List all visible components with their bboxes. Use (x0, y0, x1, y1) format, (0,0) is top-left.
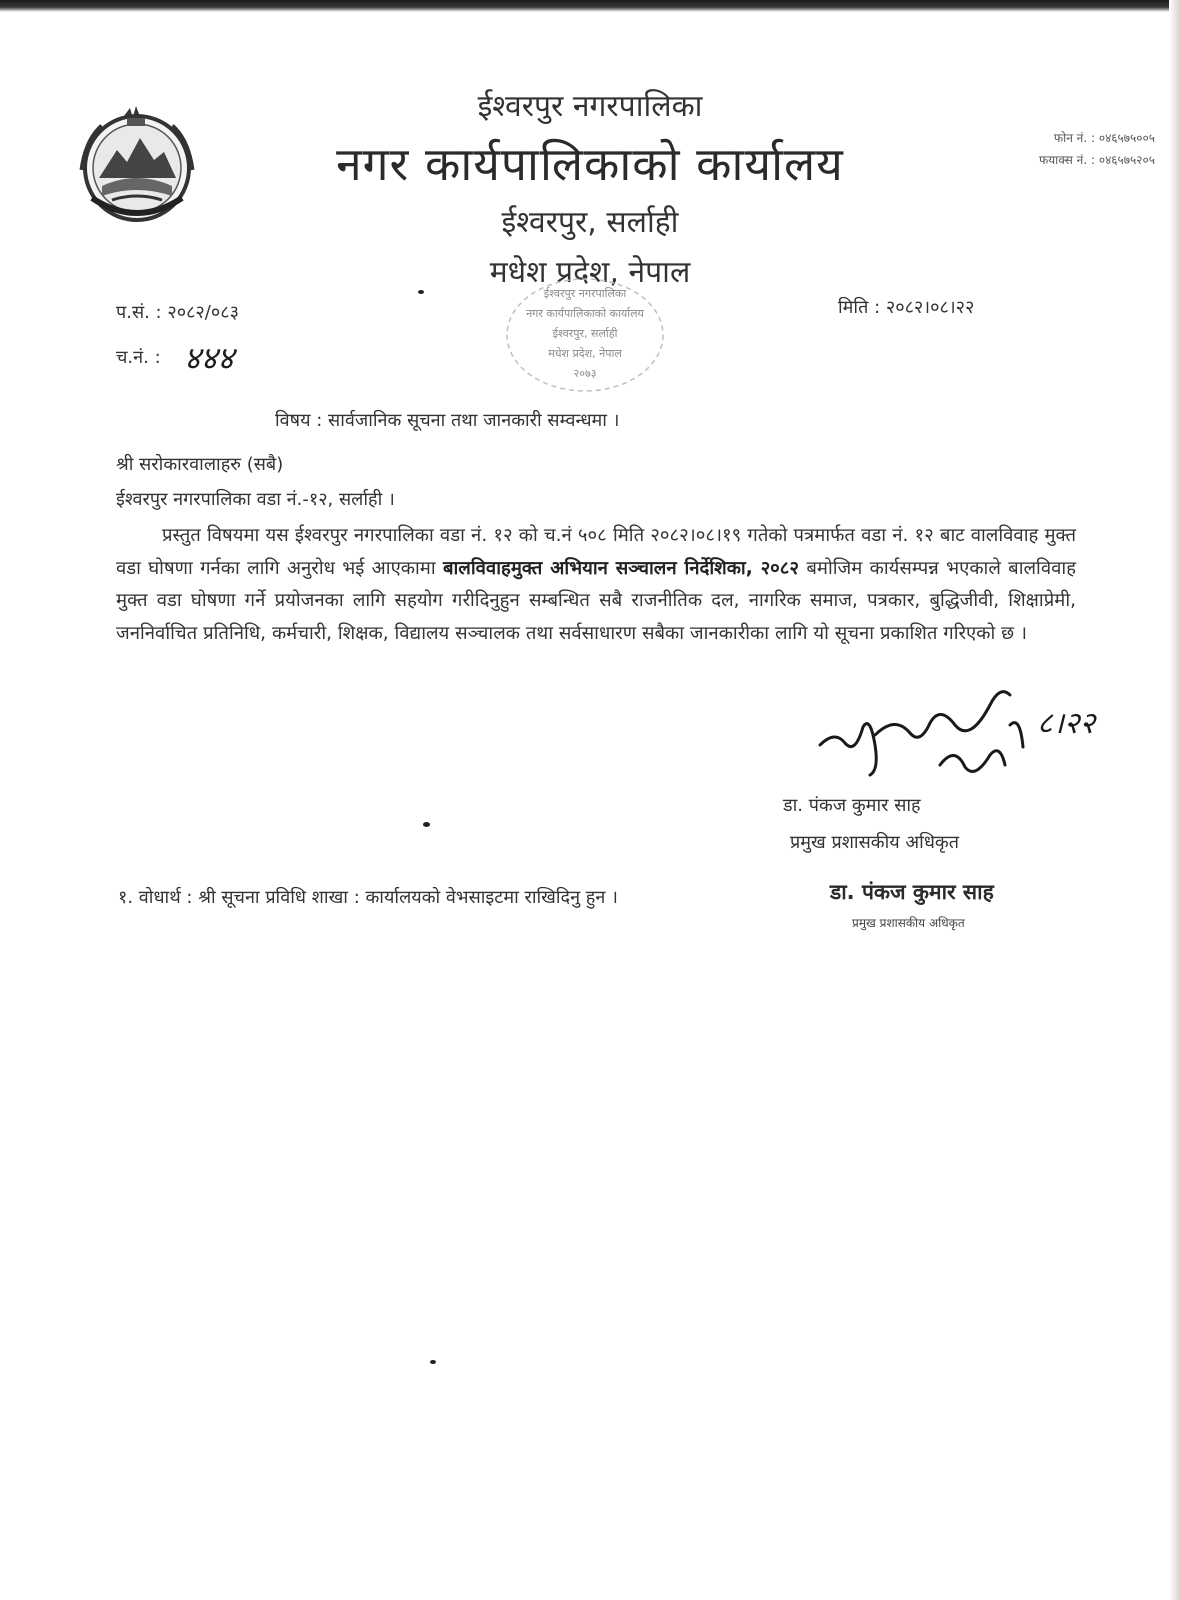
municipality-name: ईश्वरपुर नगरपालिका (477, 89, 703, 124)
office-stamp (500, 275, 670, 395)
stamp-line-4: मधेश प्रदेश, नेपाल (548, 347, 622, 360)
body-text-2: बमोजिम कार्यसम्पन्न भएकाले बालविवाह मुक्त वडा घोषणा गर्ने प्रयोजनका लागि सहयोग गरीदिनुहुन सम्बन्धित सबै राजनीतिक दल, नागरिक समाज, पत्रकार, बुद्धिजीवी, शिक्षाप्रेमी, जननिर्वाचित प्रतिनिधि, कर्मचारी, शिक्षक, विद्यालय सञ्चालक तथा सर्वसाधारण सबैका जानकारीका लागि यो सूचना प्रकाशित गरिएको छ । (116, 557, 1077, 644)
handwritten-signature (815, 675, 1125, 790)
office-province: मधेश प्रदेश, नेपाल (489, 255, 691, 290)
cn-label: च.नं. : (116, 347, 161, 368)
scan-speck (418, 290, 424, 294)
nepal-emblem-icon (72, 100, 202, 230)
stamp-line-2: नगर कार्यपालिकाको कार्यालय (526, 307, 644, 320)
addressee-line-1: श्री सरोकारवालाहरु (सबै) (116, 454, 284, 475)
contact-block (925, 127, 1155, 171)
stamp-line-1: ईश्वरपुर नगरपालिका (543, 287, 627, 300)
signer-title: प्रमुख प्रशासकीय अधिकृत (790, 832, 959, 853)
signer-name: डा. पंकज कुमार साह (783, 795, 921, 816)
letter-date: मिति : २०८२।०८।२२ (838, 297, 975, 318)
ps-number: प.सं. : २०८२/०८३ (116, 302, 239, 323)
seal-title: प्रमुख प्रशासकीय अधिकृत (852, 916, 965, 930)
addressee-line-2: ईश्वरपुर नगरपालिका वडा नं.-१२, सर्लाही । (116, 489, 395, 510)
cn-handwritten-number: ४४४ (184, 339, 234, 377)
office-location: ईश्वरपुर, सर्लाही (501, 205, 679, 240)
signature-date: ८।२२ (1037, 706, 1096, 741)
subject-line: विषय : सार्वजानिक सूचना तथा जानकारी सम्वन्धमा । (275, 410, 620, 431)
scan-right-edge (1169, 0, 1179, 1600)
office-title: नगर कार्यपालिकाको कार्यालय (336, 137, 844, 191)
stamp-line-3: ईश्वरपुर, सर्लाही (552, 327, 618, 340)
stamp-line-5: २०७३ (573, 367, 597, 380)
scan-speck (423, 822, 430, 827)
phone-number: फोन नं. : ०४६५७५००५ (1053, 131, 1155, 145)
notice-body (116, 520, 1076, 650)
body-directive-title: बालविवाहमुक्त अभियान सञ्चालन निर्देशिका, २०८२ (442, 557, 800, 579)
cc-line: १. वोधार्थ : श्री सूचना प्रविधि शाखा : कार्यालयको वेभसाइटमा राखिदिनु हुन । (118, 887, 618, 908)
seal-name: डा. पंकज कुमार साह (830, 880, 994, 904)
scan-speck (430, 1360, 436, 1364)
scan-top-edge (0, 0, 1179, 12)
fax-number: फयाक्स नं. : ०४६५७५२०५ (1038, 153, 1155, 167)
body-text-1: प्रस्तुत विषयमा यस ईश्वरपुर नगरपालिका वडा नं. १२ को च.नं ५०८ मिति २०८२।०८।१९ गतेको पत्रमार्फत वडा नं. १२ बाट वालविवाह मुक्त वडा घोषणा गर्नका लागि अनुरोध भई आएकामा (116, 525, 1076, 579)
